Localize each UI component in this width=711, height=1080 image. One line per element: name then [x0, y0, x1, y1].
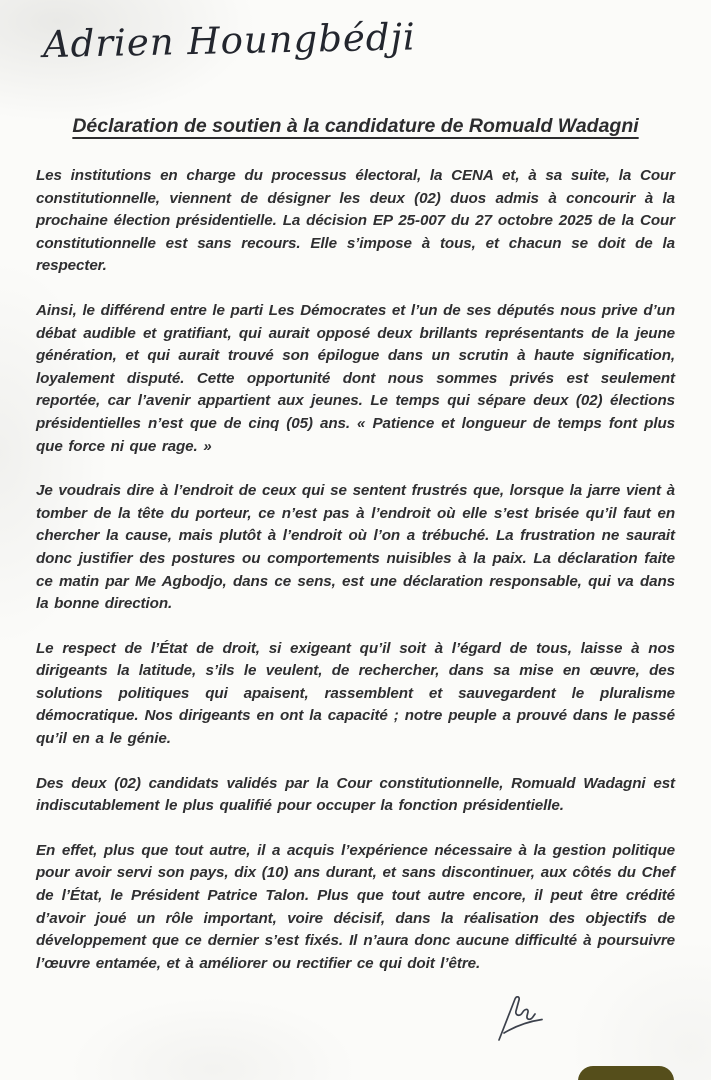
letterhead-script-name: Adrien Houngbédji	[42, 15, 417, 67]
signature-paraph-icon	[492, 988, 556, 1044]
declaration-paragraph: Ainsi, le différend entre le parti Les Démocrates et l’un de ses députés nous prive d’un débat audible et gratifiant, qui aurait opposé deux brillants représentants de la jeune génération, et qui aurait trouvé son épilogue dans un scrutin à haute signification, loyalement disputé. Cette opportunité dont nous sommes privés est seulement reportée, car l’avenir appartient aux jeunes. Le temps qui sépare deux (02) élections présidentielles n’est que de cinq (05) ans. « Patience et longueur de temps font plus que force ni que rage. »	[36, 301, 675, 455]
declaration-title: Déclaration de soutien à la candidature de Romuald Wadagni	[72, 115, 639, 137]
declaration-paragraph: Les institutions en charge du processus électoral, la CENA et, à sa suite, la Cour constitutionnelle, viennent de désigner les deux (02) duos admis à concourir à la prochaine élection présidentielle. La décision EP 25-007 du 27 octobre 2025 de la Cour constitutionnelle est sans recours. Elle s’impose à tous, et chacun se doit de la respecter.	[36, 167, 675, 275]
declaration-paragraph: Des deux (02) candidats validés par la Cour constitutionnelle, Romuald Wadagni est indiscutablement le plus qualifié pour occuper la fonction présidentielle.	[36, 774, 675, 815]
declaration-paragraph: Je voudrais dire à l’endroit de ceux qui se sentent frustrés que, lorsque la jarre vient à tomber de la tête du porteur, ce n’est pas à l’endroit où elle s’est brisée qu’il faut en chercher la cause, mais plutôt à l’endroit où l’on a trébuché. La frustration ne saurait donc justifier des postures ou comportements nuisibles à la paix. La déclaration faite ce matin par Me Agbodjo, dans ce sens, est une déclaration responsable, qui va dans la bonne direction.	[36, 482, 675, 613]
cropped-bottom-button[interactable]	[578, 1066, 674, 1080]
declaration-paragraph: Le respect de l’État de droit, si exigeant qu’il soit à l’égard de tous, laisse à nos dirigeants la latitude, s’ils le veulent, de rechercher, dans sa mise en œuvre, des solutions politiques qui apaisent, rassemblent et sauvegardent le pluralisme démocratique. Nos dirigeants en ont la capacité ; notre peuple a prouvé dans le passé qu’il en a le génie.	[36, 639, 675, 748]
declaration-paragraph: En effet, plus que tout autre, il a acquis l’expérience nécessaire à la gestion politique pour avoir servi son pays, dix (10) ans durant, et sans discontinuer, aux côtés du Chef de l’État, le Président Patrice Talon. Plus que tout autre encore, il peut être crédité d’avoir joué un rôle important, voire décisif, dans la réalisation des objectifs de développement que ce dernier s’est fixés. Il n’aura donc aucune difficulté à poursuivre l’œuvre entamée, et à améliorer ou rectifier ce qui doit l’être.	[36, 841, 675, 972]
declaration-body	[36, 165, 675, 975]
